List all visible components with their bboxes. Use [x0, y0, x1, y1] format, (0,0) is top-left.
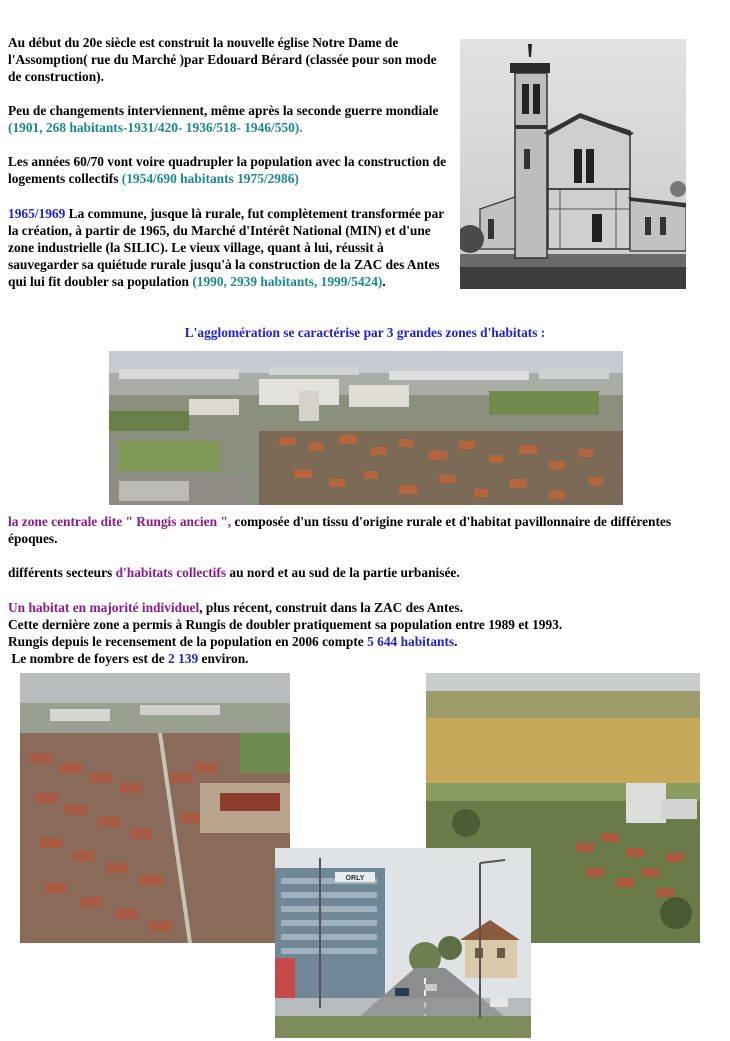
zone-central-text: composée d'un tissu d'origine rurale et d'habitat pavillonnaire de différentes époques. [8, 514, 672, 546]
aerial-panorama-illustration [109, 351, 623, 505]
zone-individual-line2: Cette dernière zone a permis à Rungis de doubler pratiquement sa population entre 1989 et 1993. [8, 617, 563, 632]
zone-individual-text: , plus récent, construit dans la ZAC des Antes. [199, 600, 463, 615]
zone-collective-pre: différents secteurs [8, 565, 116, 580]
postwar-figures: (1901, 268 habitants-1931/420- 1936/518- 1946/550). [8, 120, 303, 135]
aerial-panorama-photo [109, 351, 623, 505]
zone-individual-label: Un habitat en majorité individuel [8, 600, 200, 615]
transformation-text: La commune, jusque là rurale, fut complètement transformée par la création, à partir de 1965, du Marché d'Intérêt National (MIN) et d'une zone industrielle (la SILIC). Le vieux village, quant à lui, réussit à sauvegarder sa quiétude rurale jusqu'à la construction de la ZAC des Antes qui lui fit doubler sa population [8, 206, 445, 289]
census-end: . [454, 634, 458, 649]
sixties-text: Les années 60/70 vont voire quadrupler la population avec la construction de logements collectifs [8, 154, 447, 186]
postwar-text: Peu de changements interviennent, même après la seconde guerre mondiale [8, 103, 439, 118]
zone-central-label: la zone centrale dite " Rungis ancien ", [8, 514, 232, 529]
years-1965-1969: 1965/1969 [8, 206, 66, 221]
zone-collective-paragraph [8, 564, 698, 581]
street-illustration [275, 848, 531, 1038]
building-sign-text: ORLY [345, 875, 365, 882]
street-photo [275, 848, 531, 1038]
intro-paragraph-church [8, 34, 453, 85]
zac-antes-aerial-photo [20, 673, 290, 943]
intro-paragraph-1965 [8, 205, 453, 290]
census-text: Rungis depuis le recensement de la population en 2006 compte [8, 634, 368, 649]
zone-collective-label: d'habitats collectifs [115, 565, 227, 580]
zones-heading-text: L'agglomération se caractérise par 3 grandes zones d'habitats : [184, 325, 546, 340]
census-value: 5 644 habitants [367, 634, 455, 649]
church-illustration [460, 39, 686, 289]
households-end: environ. [198, 651, 249, 666]
intro-paragraph-sixties [8, 153, 453, 187]
zones-heading [0, 324, 730, 341]
zone-central-paragraph [8, 513, 698, 547]
church-photo [460, 39, 686, 289]
zac-figures: (1990, 2939 habitants, 1999/5424) [192, 274, 383, 289]
transformation-end: . [382, 274, 386, 289]
zone-individual-block [8, 599, 708, 667]
zac-antes-illustration [20, 673, 290, 943]
zone-collective-text: au nord et au sud de la partie urbanisée. [226, 565, 460, 580]
households-text: Le nombre de foyers est de [8, 651, 169, 666]
intro-paragraph-postwar [8, 102, 453, 136]
households-value: 2 139 [168, 651, 199, 666]
sixties-figures: (1954/690 habitants 1975/2986) [121, 171, 299, 186]
intro-church-text: Au début du 20e siècle est construit la nouvelle église Notre Dame de l'Assomption( rue du Marché )par Edouard Bérard (classée pour son mode de construction). [8, 35, 437, 84]
